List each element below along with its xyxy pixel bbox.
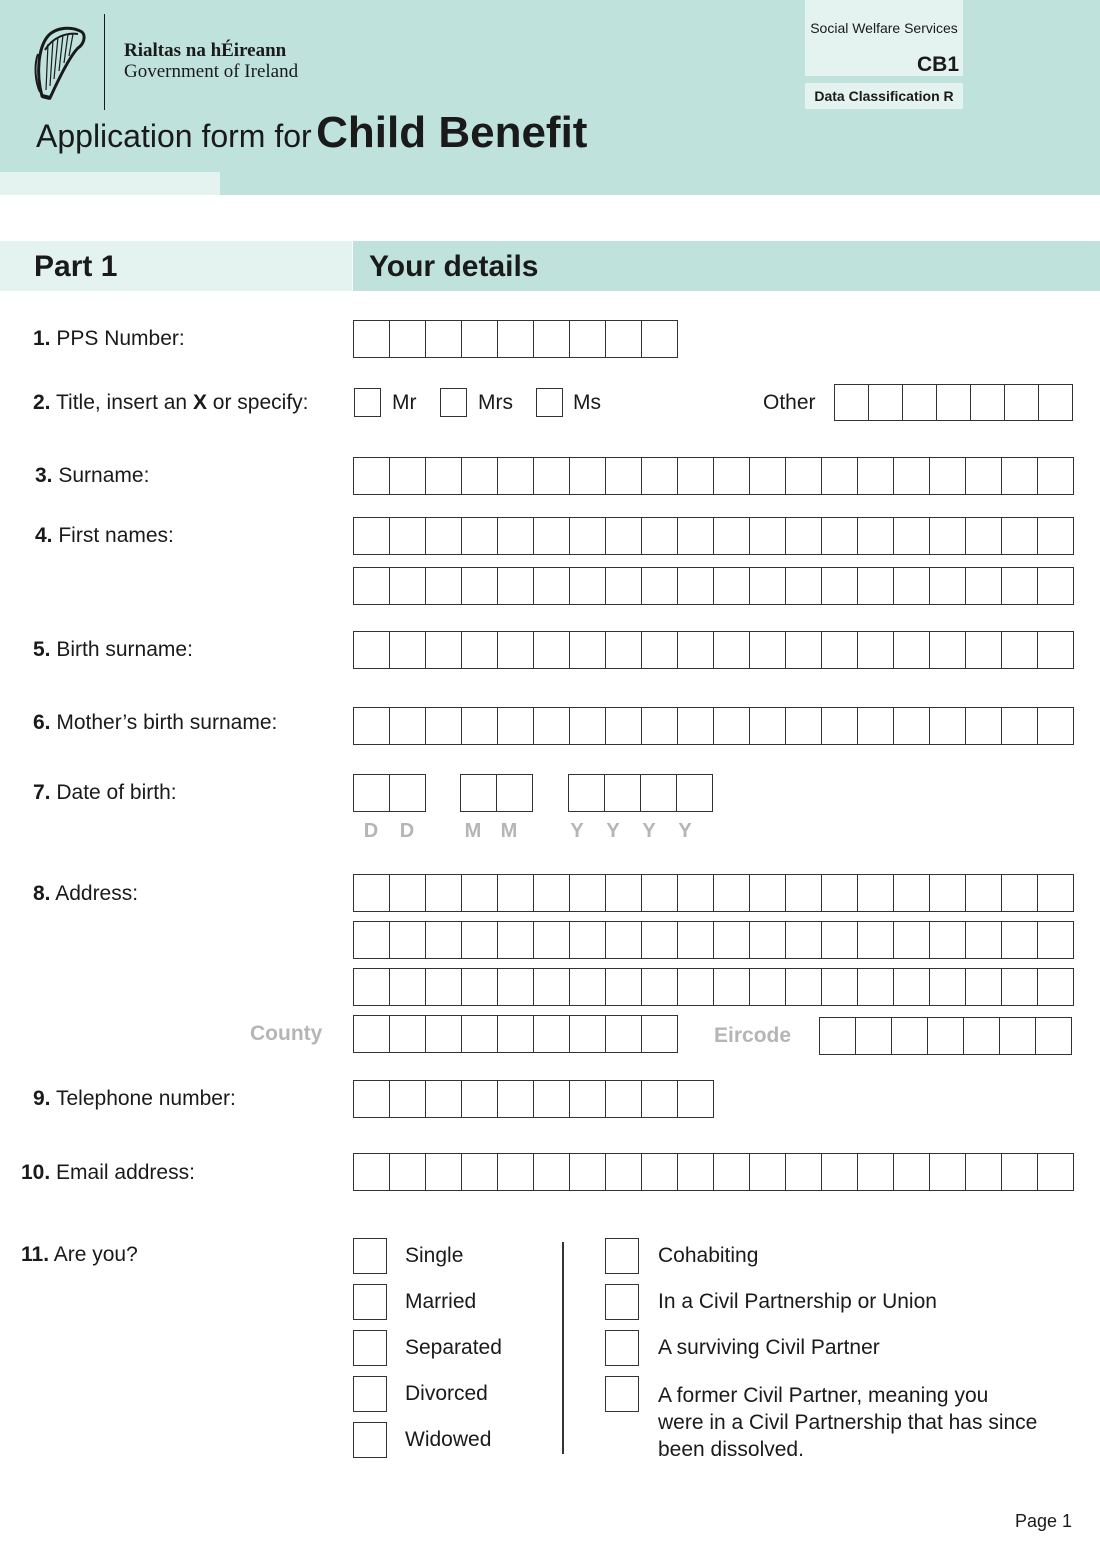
address-input-line-2[interactable] [353, 921, 1074, 959]
dob-hint-letter: Y [642, 820, 656, 842]
status-divorced-checkbox[interactable] [353, 1376, 387, 1412]
question-title [33, 391, 309, 415]
dob-month-hint [455, 820, 527, 843]
dob-hint-letter: D [399, 820, 415, 842]
question-surname [35, 464, 149, 488]
status-cohabiting-label: Cohabiting [658, 1244, 759, 1267]
eircode-input[interactable] [819, 1017, 1072, 1055]
address-input-line-3[interactable] [353, 968, 1074, 1006]
question-label: Address: [55, 882, 139, 905]
title-ms-label: Ms [573, 391, 601, 414]
telephone-input[interactable] [353, 1080, 714, 1118]
form-title [36, 108, 587, 158]
first-names-input-line-2[interactable] [353, 567, 1074, 605]
dob-hint-letter: M [464, 820, 482, 842]
question-label: or specify: [212, 391, 309, 414]
form-code: CB1 [916, 53, 959, 76]
question-label: Surname: [58, 464, 150, 487]
county-label: County [250, 1022, 323, 1045]
status-cohabiting-checkbox[interactable] [605, 1238, 639, 1274]
gov-name-english: Government of Ireland [124, 61, 299, 82]
question-label: Title, insert an [55, 391, 188, 414]
dob-month-input[interactable] [460, 774, 533, 812]
question-number: 11. [21, 1243, 50, 1266]
address-input-line-1[interactable] [353, 874, 1074, 912]
eircode-label: Eircode [714, 1024, 792, 1047]
dob-year-hint [559, 820, 703, 843]
question-label: PPS Number: [56, 327, 185, 350]
dob-day-hint [353, 820, 425, 843]
status-separated-label: Separated [405, 1336, 502, 1359]
title-other-input[interactable] [834, 384, 1073, 421]
question-number: 1. [33, 327, 51, 350]
page-number: Page 1 [1014, 1511, 1072, 1531]
question-number: 4. [35, 524, 53, 547]
status-widowed-label: Widowed [405, 1428, 492, 1451]
status-surviving-partner-label: A surviving Civil Partner [658, 1336, 880, 1359]
status-civil-partnership-checkbox[interactable] [605, 1284, 639, 1320]
status-married-label: Married [405, 1290, 477, 1313]
question-number: 6. [33, 711, 51, 734]
dob-hint-letter: Y [606, 820, 620, 842]
question-number: 5. [33, 638, 51, 661]
birth-surname-input[interactable] [353, 631, 1074, 669]
dob-hint-letter: Y [570, 820, 584, 842]
question-label: Mother’s birth surname: [56, 711, 278, 734]
title-other-label: Other [763, 391, 816, 414]
question-address [33, 882, 138, 906]
form-title-prefix: Application form for [36, 118, 312, 154]
question-telephone [33, 1087, 236, 1111]
question-first-names [35, 524, 174, 548]
county-input[interactable] [353, 1015, 678, 1053]
question-number: 10. [21, 1161, 51, 1184]
options-divider [562, 1242, 564, 1454]
gov-name-irish: Rialtas na hÉireann [124, 40, 287, 61]
title-ms-checkbox[interactable] [536, 388, 563, 417]
question-mothers-birth-surname [33, 711, 277, 735]
question-number: 3. [35, 464, 53, 487]
dob-hint-letter: M [500, 820, 518, 842]
status-civil-partnership-label: In a Civil Partnership or Union [658, 1290, 937, 1313]
dob-hint-letter: Y [678, 820, 692, 842]
logo-divider [104, 14, 105, 110]
question-label: Are you? [53, 1243, 138, 1266]
part-label: Part 1 [34, 250, 118, 283]
question-marital-status [21, 1243, 138, 1267]
question-email [21, 1161, 195, 1185]
title-mr-label: Mr [392, 391, 417, 414]
dob-hint-letter: D [363, 820, 379, 842]
status-former-partner-label: A former Civil Partner, meaning you were in a Civil Partnership that has since been dissolved. [658, 1384, 1038, 1461]
question-label: Telephone number: [55, 1087, 236, 1110]
header-strip [220, 172, 1100, 195]
harp-icon [32, 24, 88, 104]
question-label: First names: [58, 524, 174, 547]
question-number: 7. [33, 781, 51, 804]
question-birth-surname [33, 638, 193, 662]
status-single-label: Single [405, 1244, 464, 1267]
status-divorced-label: Divorced [405, 1382, 488, 1405]
question-number: 9. [33, 1087, 51, 1110]
status-single-checkbox[interactable] [353, 1238, 387, 1274]
status-married-checkbox[interactable] [353, 1284, 387, 1320]
question-label-x: X [192, 391, 207, 414]
title-mrs-label: Mrs [478, 391, 513, 414]
part-title: Your details [369, 250, 539, 283]
email-input[interactable] [353, 1153, 1074, 1191]
status-separated-checkbox[interactable] [353, 1330, 387, 1366]
dob-year-input[interactable] [568, 774, 713, 812]
question-number: 8. [33, 882, 51, 905]
dob-day-input[interactable] [353, 774, 426, 812]
title-mrs-checkbox[interactable] [440, 388, 467, 417]
mothers-birth-surname-input[interactable] [353, 707, 1074, 745]
question-label: Birth surname: [56, 638, 193, 661]
status-surviving-partner-checkbox[interactable] [605, 1330, 639, 1366]
first-names-input-line-1[interactable] [353, 517, 1074, 555]
status-former-partner-checkbox[interactable] [605, 1376, 639, 1412]
service-name: Social Welfare Services [810, 20, 958, 36]
header-strip [0, 172, 220, 195]
question-pps [33, 327, 185, 351]
question-label: Email address: [56, 1161, 195, 1184]
question-date-of-birth [33, 781, 177, 805]
form-title-main: Child Benefit [316, 108, 588, 157]
question-label: Date of birth: [56, 781, 177, 804]
surname-input[interactable] [353, 457, 1074, 495]
pps-number-input[interactable] [353, 320, 678, 358]
question-number: 2. [33, 391, 51, 414]
title-mr-checkbox[interactable] [354, 388, 381, 417]
data-classification: Data Classification R [805, 83, 963, 109]
status-widowed-checkbox[interactable] [353, 1422, 387, 1458]
